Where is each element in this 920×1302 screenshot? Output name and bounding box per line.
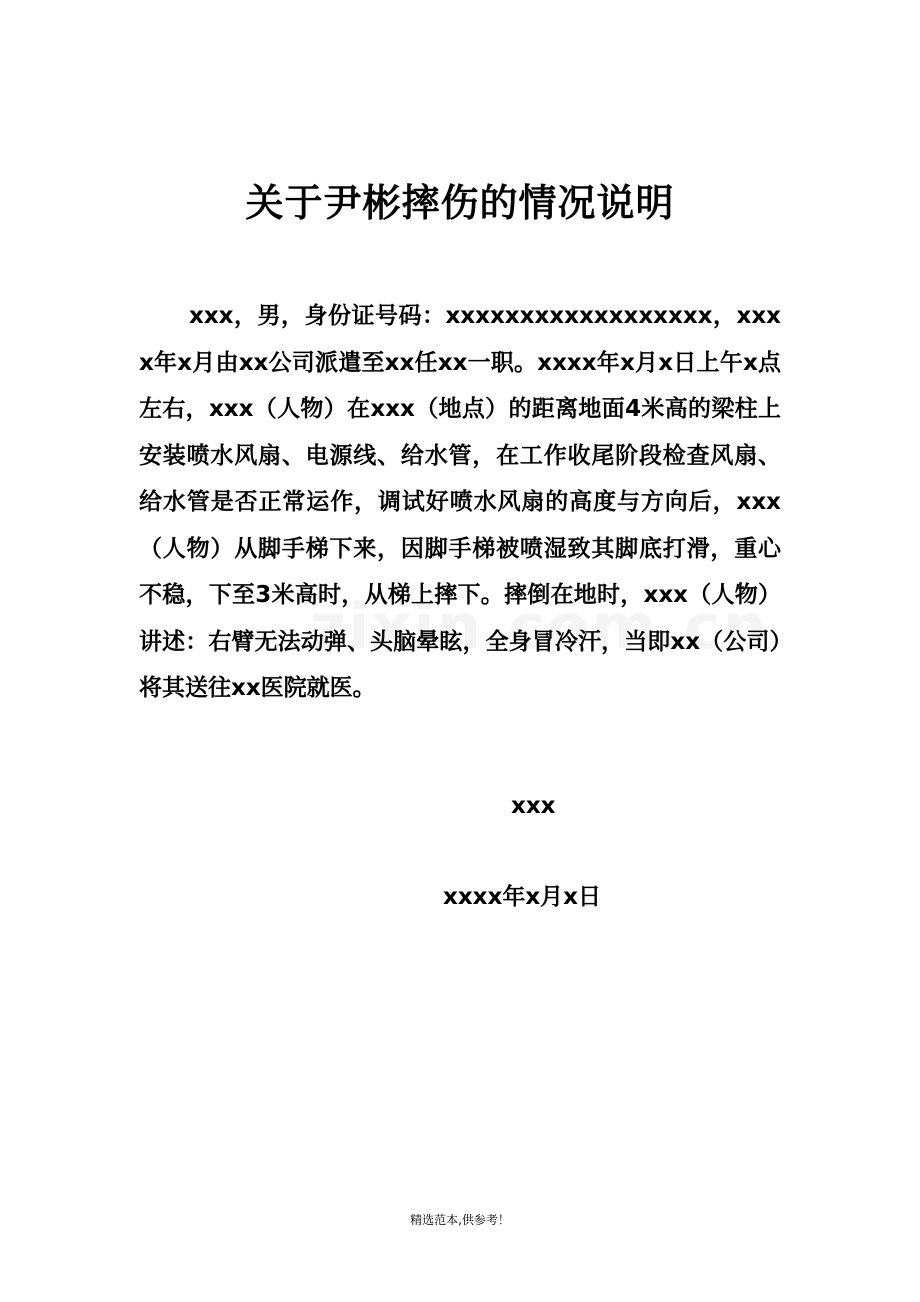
signer-name: xxx <box>511 793 556 819</box>
signature-date: xxxx年x月x日 <box>443 884 602 910</box>
page-title: 关于尹彬摔伤的情况说明 <box>245 181 675 225</box>
page-footer: 精选范本,供参考！ <box>410 1213 510 1227</box>
body-paragraph: xxx，男，身份证号码：xxxxxxxxxxxxxxxxxx，xxxx年x月由xx公司派遣至xx任xx一职。xxxx年x月x日上午x点左右，xxx（人物）在xxx（地点）的距离地面4米高的梁柱上安装喷水风扇、电源线、给水管，在工作收尾阶段检查风扇、给水管是否正常运作，调试好喷水风扇的高度与方向后，xxx（人物）从脚手梯下来，因脚手梯被喷湿致其脚底打滑，重心不稳，下至3米高时，从梯上摔下。摔倒在地时，xxx（人物）讲述：右臂无法动弹、头脑晕眩，全身冒冷汗，当即xx（公司）将其送往xx医院就医。 <box>139 303 781 701</box>
